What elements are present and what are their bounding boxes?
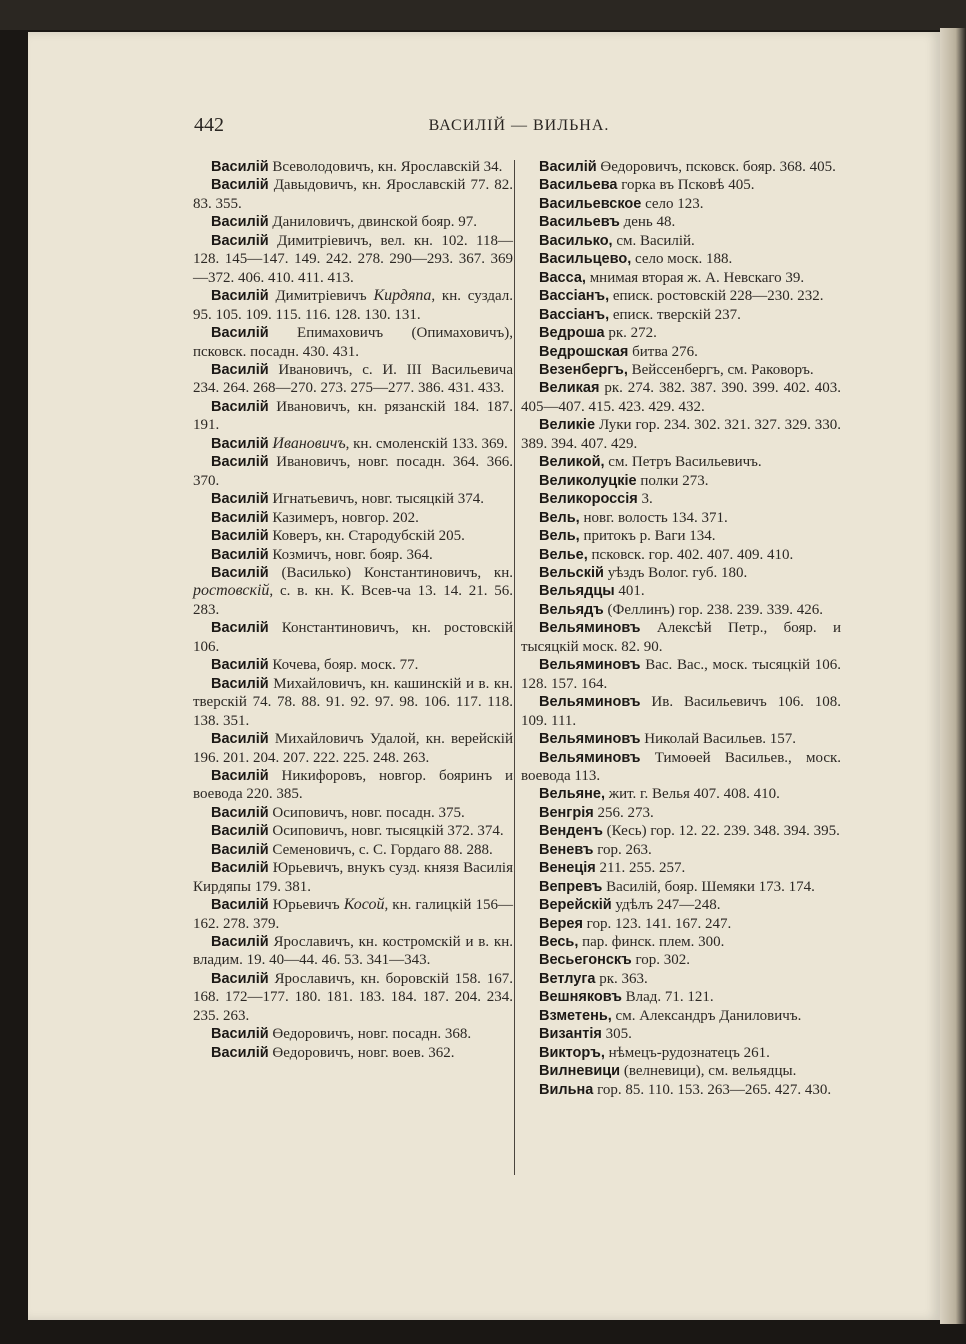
entry-headword: Василій	[211, 657, 269, 674]
entry-headword: Вельядцы	[539, 583, 615, 600]
index-entry	[193, 859, 513, 896]
index-entry	[521, 693, 841, 730]
entry-headword: Василій	[211, 1044, 269, 1061]
entry-text: Өедоровичъ, новг. воев. 362.	[272, 1044, 455, 1061]
entry-headword: Василій	[211, 435, 269, 452]
index-entry	[521, 730, 841, 748]
index-entry	[193, 324, 513, 361]
entry-headword: Вельяне,	[539, 786, 605, 803]
index-entry	[193, 453, 513, 490]
index-entry	[521, 785, 841, 803]
entry-text: Ивановичъ, кн. рязанскій 184. 187. 191.	[193, 398, 514, 434]
entry-headword: Вель,	[539, 528, 580, 545]
index-entry	[521, 619, 841, 656]
entry-headword: Василій	[211, 214, 269, 231]
entry-text: уѣздъ Волог. губ. 180.	[607, 564, 748, 581]
index-entry	[521, 1081, 841, 1099]
entry-italic-text: Косой	[343, 896, 385, 914]
page-header	[194, 114, 844, 138]
index-entry	[521, 379, 841, 416]
entry-headword: Вельяминовъ	[539, 749, 641, 766]
entry-text: Ив. Васильевичъ 106. 108. 109. 111.	[521, 694, 841, 729]
entry-headword: Васильевъ	[539, 214, 620, 231]
entry-text: Димитріевичъ, вел. кн. 102. 118—128. 145—147. 149. 242. 278. 290—293. 367. 369—372. 406. 410. 411. 413.	[193, 232, 513, 286]
index-entry	[521, 804, 841, 822]
index-entry	[521, 472, 841, 490]
index-entry	[193, 896, 513, 933]
entry-headword: Вельяминовъ	[539, 657, 641, 674]
index-entry	[521, 896, 841, 914]
entry-headword: Ведроша	[539, 325, 605, 342]
entry-headword: Вешняковъ	[539, 989, 622, 1006]
entry-headword: Васильевское	[539, 195, 642, 212]
entry-headword: Вильна	[539, 1081, 594, 1098]
index-entry	[521, 250, 841, 268]
entry-headword: Василій	[211, 620, 269, 637]
index-entry	[521, 822, 841, 840]
entry-text: Козмичъ, новг. бояр. 364.	[272, 546, 433, 563]
entry-headword: Взметень,	[539, 1007, 612, 1024]
entry-text: см. Василій.	[616, 232, 695, 249]
entry-headword: Великолуцкіе	[539, 472, 637, 489]
entry-text: село 123.	[645, 195, 704, 212]
entry-headword: Василько,	[539, 232, 613, 249]
entry-headword: Василій	[211, 804, 269, 821]
index-entry	[193, 730, 513, 767]
entry-headword: Великой,	[539, 454, 605, 471]
entry-text: рк. 272.	[608, 325, 657, 342]
entry-italic-text: Кирдяпа	[373, 287, 432, 305]
index-entry	[521, 509, 841, 527]
entry-headword: Великіе	[539, 417, 596, 434]
index-entry	[193, 509, 513, 527]
entry-text: Ярославичъ, кн. костромскій и в. кн. владим. 19. 40—44. 46. 53. 341—343.	[193, 934, 513, 969]
entry-headword: Везенбергъ,	[539, 361, 628, 378]
entry-headword: Василій	[211, 970, 269, 987]
index-entry	[521, 1062, 841, 1080]
entry-text: притокъ р. Ваги 134.	[583, 528, 716, 545]
entry-text: Коверъ, кн. Стародубскій 205.	[272, 528, 465, 545]
index-entry	[521, 453, 841, 471]
index-entry	[521, 490, 841, 508]
entry-headword: Василій	[211, 325, 269, 342]
entry-headword: Василій	[211, 564, 269, 581]
index-entry	[521, 176, 841, 194]
index-entry	[193, 398, 513, 435]
entry-headword: Василій	[539, 159, 597, 175]
index-entry	[521, 1025, 841, 1043]
entry-headword: Вилневици	[539, 1063, 621, 1080]
entry-text: гор. 302.	[635, 952, 691, 969]
entry-headword: Василій	[211, 823, 269, 840]
index-entry	[521, 915, 841, 933]
entry-text: Василій, бояр. Шемяки 173. 174.	[606, 878, 815, 895]
page-number: 442	[194, 114, 224, 136]
entry-text: Никифоровъ, новгор. бояринъ и воевода 220. 385.	[193, 767, 513, 803]
entry-text: , кн. смоленскій 133. 369.	[345, 435, 508, 452]
index-entry	[193, 213, 513, 231]
entry-text: Семеновичъ, с. С. Гордаго 88. 288.	[272, 841, 493, 858]
entry-text: см. Петръ Васильевичъ.	[608, 454, 762, 471]
entry-text: мнимая вторая ж. А. Невскаго 39.	[589, 269, 805, 286]
entry-text: Давыдовичъ, кн. Ярославскій 77. 82. 83. 355.	[193, 177, 513, 212]
entry-headword: Венгрія	[539, 804, 594, 821]
index-entry	[521, 988, 841, 1006]
index-entry	[193, 435, 513, 453]
entry-text: Осиповичъ, новг. тысяцкій 372. 374.	[272, 823, 504, 840]
entry-text: жит. г. Велья 407. 408. 410.	[608, 786, 780, 803]
entry-text: Алексѣй Петр., бояр. и тысяцкій моск. 82. 90.	[521, 620, 841, 655]
entry-text: (Василько) Константиновичъ, кн.	[281, 564, 513, 581]
entry-text: 256. 273.	[597, 804, 654, 821]
index-entry	[521, 601, 841, 619]
entry-text: гор. 123. 141. 167. 247.	[586, 915, 732, 932]
index-entry	[521, 841, 841, 859]
entry-text: псковск. гор. 402. 407. 409. 410.	[591, 546, 794, 563]
entry-text: новг. волость 134. 371.	[583, 509, 728, 526]
entry-text: Кочева, бояр. моск. 77.	[272, 657, 419, 674]
entry-headword: Верея	[539, 915, 583, 932]
index-entry	[521, 970, 841, 988]
entry-text: Николай Васильев. 157.	[644, 731, 797, 748]
index-entry	[193, 656, 513, 674]
index-entry	[193, 822, 513, 840]
index-entry	[193, 176, 513, 213]
index-entry	[521, 306, 841, 324]
entry-text: еписк. ростовскій 228—230. 232.	[612, 288, 824, 305]
entry-text: рк. 363.	[599, 970, 648, 987]
entry-headword: Василій	[211, 177, 269, 194]
entry-italic-text: ростовскій	[193, 582, 270, 600]
index-entry	[521, 951, 841, 969]
entry-text: Епимаховичъ (Опимаховичъ), псковск. посадн. 430. 431.	[193, 325, 513, 360]
column-divider	[514, 160, 515, 1175]
index-entry	[193, 1044, 513, 1062]
entry-text: нѣмецъ-рудознатецъ 261.	[608, 1044, 770, 1061]
entry-text: Луки гор. 234. 302. 321. 327. 329. 330. 389. 394. 407. 429.	[521, 417, 841, 452]
entry-headword: Венеція	[539, 860, 596, 877]
index-entry	[193, 804, 513, 822]
entry-italic-text: Ивановичъ	[272, 434, 346, 452]
entry-headword: Великороссія	[539, 491, 638, 508]
index-entry	[521, 546, 841, 564]
index-entry	[521, 324, 841, 342]
entry-text: Вейссенбергъ, см. Раковоръ.	[631, 361, 814, 378]
entry-headword: Ведрошская	[539, 343, 629, 360]
index-entry	[193, 232, 513, 287]
entry-headword: Вассіанъ,	[539, 288, 610, 305]
index-entry	[521, 859, 841, 877]
entry-text: пар. финск. плем. 300.	[582, 934, 725, 951]
index-entry	[193, 841, 513, 859]
entry-headword: Вепревъ	[539, 878, 603, 895]
entry-headword: Василій	[211, 232, 269, 249]
entry-headword: Верейскій	[539, 897, 612, 914]
entry-text: Димитріевичъ	[275, 288, 374, 305]
entry-headword: Василій	[211, 546, 269, 563]
entry-headword: Вельяминовъ	[539, 694, 641, 711]
entry-text: , с. в. кн. К. Всев-ча 13. 14. 21. 56. 283.	[193, 583, 513, 618]
entry-text: Влад. 71. 121.	[625, 989, 714, 1006]
index-entry	[193, 675, 513, 730]
index-entry	[193, 158, 513, 176]
entry-text: (Феллинъ) гор. 238. 239. 339. 426.	[607, 601, 824, 618]
index-entry	[193, 564, 513, 619]
index-entry	[193, 933, 513, 970]
entry-headword: Васильева	[539, 177, 618, 194]
entry-text: полки 273.	[640, 472, 709, 489]
entry-headword: Василій	[211, 398, 269, 415]
entry-text: (Кесь) гор. 12. 22. 239. 348. 394. 395.	[606, 823, 840, 840]
entry-text: Юрьевичъ, внукъ сузд. князя Василія Кирдяпы 179. 381.	[193, 860, 513, 895]
entry-headword: Весь,	[539, 934, 579, 951]
index-entry	[193, 619, 513, 656]
entry-headword: Василій	[211, 1026, 269, 1043]
entry-headword: Веневъ	[539, 841, 594, 858]
entry-text: Ярославичъ, кн. боровскій 158. 167. 168. 172—177. 180. 181. 183. 184. 187. 204. 234. 235. 263.	[193, 970, 514, 1024]
entry-headword: Весьегонскъ	[539, 952, 632, 969]
entry-headword: Василій	[211, 528, 269, 545]
entry-text: 3.	[641, 491, 653, 508]
entry-text: 211. 255. 257.	[599, 860, 686, 877]
index-entry	[521, 656, 841, 693]
index-entry	[521, 749, 841, 786]
entry-headword: Василій	[211, 361, 269, 378]
entry-text: Тимоөей Васильев., моск. воевода 113.	[521, 749, 842, 784]
entry-headword: Вельяминовъ	[539, 731, 641, 748]
entry-headword: Василій	[211, 934, 269, 951]
entry-text: Всеволодовичъ, кн. Ярославскій 34.	[272, 159, 503, 175]
index-entry	[521, 582, 841, 600]
entry-headword: Вельяминовъ	[539, 620, 641, 637]
entry-text: Юрьевичъ	[272, 897, 344, 914]
entry-text: Өедоровичъ, новг. посадн. 368.	[272, 1026, 472, 1043]
index-entry	[193, 490, 513, 508]
entry-text: Константиновичъ, кн. ростовскій 106.	[193, 620, 513, 655]
entry-headword: Василій	[211, 860, 269, 877]
entry-headword: Василій	[211, 288, 269, 305]
entry-text: (велневици), см. вельядцы.	[623, 1063, 797, 1080]
entry-text: рк. 274. 382. 387. 390. 399. 402. 403. 405—407. 415. 423. 429. 432.	[521, 380, 841, 415]
index-entry	[521, 195, 841, 213]
entry-text: см. Александръ Даниловичъ.	[615, 1007, 802, 1024]
entry-text: , кн. галицкій 156—162. 278. 379.	[193, 897, 514, 932]
index-entry	[521, 269, 841, 287]
entry-text: 401.	[618, 583, 645, 600]
entry-headword: Василій	[211, 767, 269, 784]
entry-text: день 48.	[623, 214, 676, 231]
index-entry	[521, 232, 841, 250]
entry-text: Ивановичъ, с. И. III Васильевича 234. 264. 268—270. 273. 275—277. 386. 431. 433.	[193, 361, 513, 397]
entry-text: Осиповичъ, новг. посадн. 375.	[272, 804, 465, 821]
index-entry	[521, 343, 841, 361]
entry-text: еписк. тверскій 237.	[612, 306, 741, 323]
running-title: ВАСИЛІЙ — ВИЛЬНА.	[428, 117, 610, 134]
entry-headword: Викторъ,	[539, 1044, 605, 1061]
index-entry	[193, 361, 513, 398]
entry-headword: Византія	[539, 1026, 602, 1043]
entry-text: гор. 85. 110. 153. 263—265. 427. 430.	[597, 1081, 832, 1098]
entry-headword: Василій	[211, 454, 269, 471]
entry-text: битва 276.	[632, 343, 698, 360]
index-entry	[193, 546, 513, 564]
entry-headword: Велье,	[539, 546, 588, 563]
index-entry	[193, 1025, 513, 1043]
entry-headword: Вель,	[539, 509, 580, 526]
entry-text: Вас. Вас., моск. тысяцкій 106. 128. 157. 164.	[521, 657, 841, 692]
index-entry	[193, 287, 513, 324]
index-entry	[521, 527, 841, 545]
entry-headword: Великая	[539, 380, 600, 397]
index-entry	[521, 1007, 841, 1025]
entry-text: горка въ Псковѣ 405.	[621, 177, 755, 194]
entry-text: Өедоровичъ, псковск. бояр. 368. 405.	[600, 159, 836, 175]
entry-headword: Ветлуга	[539, 970, 596, 987]
index-entry	[193, 767, 513, 804]
index-entry	[521, 416, 841, 453]
entry-text: село моск. 188.	[634, 251, 733, 268]
entry-headword: Вассіанъ,	[539, 306, 610, 323]
index-entry	[521, 287, 841, 305]
index-entry	[521, 933, 841, 951]
entry-text: 305.	[605, 1026, 632, 1043]
entry-headword: Василій	[211, 509, 269, 526]
index-entry	[521, 361, 841, 379]
entry-text: Михайловичъ, кн. кашинскій и в. кн. тверскій 74. 78. 88. 91. 92. 97. 98. 106. 117. 118. 138. 351.	[193, 675, 513, 729]
entry-text: Игнатьевичъ, новг. тысяцкій 374.	[272, 491, 484, 508]
index-column-right	[521, 158, 841, 1099]
entry-text: , кн. суздал. 95. 105. 109. 115. 116. 128. 130. 131.	[193, 288, 513, 323]
entry-text: Михайловичъ Удалой, кн. верейскій 196. 201. 204. 207. 222. 225. 248. 263.	[193, 731, 514, 766]
entry-headword: Васса,	[539, 269, 586, 286]
entry-headword: Василій	[211, 491, 269, 508]
entry-text: гор. 263.	[597, 841, 652, 858]
index-entry	[521, 158, 841, 176]
entry-text: удѣлъ 247—248.	[615, 897, 721, 914]
index-entry	[521, 1044, 841, 1062]
entry-headword: Василій	[211, 159, 269, 175]
index-column-left	[193, 158, 513, 1062]
entry-headword: Вельядъ	[539, 601, 604, 618]
entry-text: Даниловичъ, двинской бояр. 97.	[272, 214, 477, 231]
entry-headword: Венденъ	[539, 823, 603, 840]
entry-text: Казимеръ, новгор. 202.	[272, 509, 419, 526]
entry-headword: Василій	[211, 841, 269, 858]
entry-headword: Вельскій	[539, 564, 604, 581]
scan-border	[0, 0, 966, 30]
entry-text: Ивановичъ, новг. посадн. 364. 366. 370.	[193, 454, 513, 489]
index-entry	[521, 564, 841, 582]
index-entry	[193, 970, 513, 1025]
index-entry	[521, 878, 841, 896]
page-edge	[940, 28, 966, 1324]
index-entry	[521, 213, 841, 231]
entry-headword: Василій	[211, 731, 269, 748]
entry-headword: Васильцево,	[539, 251, 632, 268]
entry-headword: Василій	[211, 897, 269, 914]
entry-headword: Василій	[211, 675, 269, 692]
index-entry	[193, 527, 513, 545]
